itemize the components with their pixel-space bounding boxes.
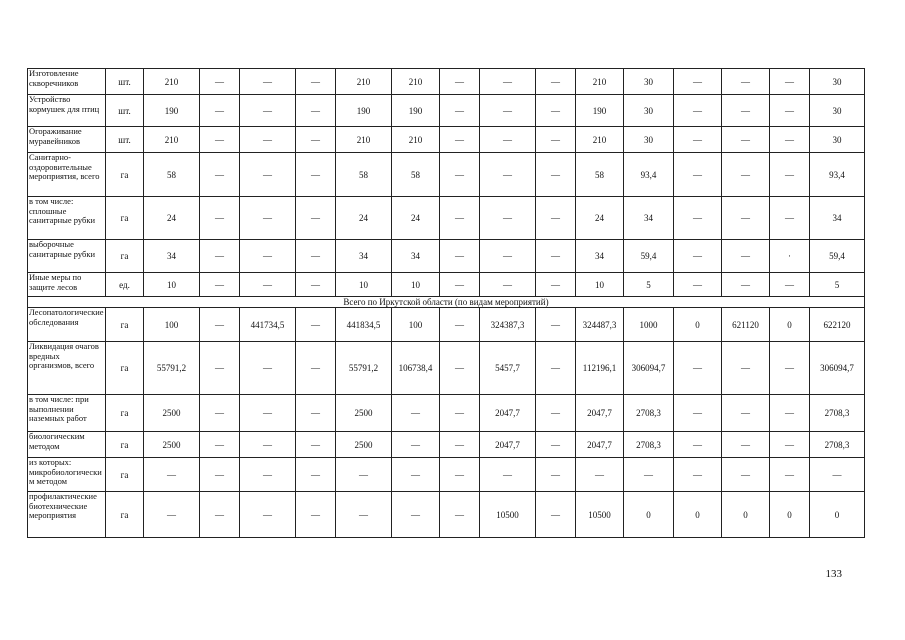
cell-value: 190 [144, 95, 200, 127]
cell-value: — [296, 432, 336, 458]
cell-value: 306094,7 [624, 342, 674, 395]
cell-value: — [144, 492, 200, 538]
row-label: Ликвидация очагов вредных организмов, всего [28, 342, 106, 395]
cell-value: — [770, 153, 810, 197]
cell-value: 59,4 [810, 240, 865, 273]
cell-value: 10500 [576, 492, 624, 538]
cell-value: 2708,3 [624, 432, 674, 458]
cell-value: — [296, 342, 336, 395]
cell-value: — [536, 69, 576, 95]
cell-value: 5 [624, 273, 674, 297]
cell-value: — [576, 458, 624, 492]
cell-value: — [722, 342, 770, 395]
cell-value: — [240, 492, 296, 538]
table-row [28, 127, 865, 153]
table-section [28, 297, 865, 308]
table-row [28, 492, 865, 538]
cell-value: 210 [144, 127, 200, 153]
table-row [28, 432, 865, 458]
cell-value: — [440, 273, 480, 297]
cell-value: 10 [576, 273, 624, 297]
cell-value: — [440, 492, 480, 538]
cell-value: — [296, 492, 336, 538]
cell-value: — [296, 308, 336, 342]
cell-value: 210 [336, 127, 392, 153]
cell-value: 58 [392, 153, 440, 197]
cell-value: 2047,7 [576, 395, 624, 432]
cell-value: 34 [810, 197, 865, 240]
cell-value: — [674, 395, 722, 432]
cell-value: — [674, 458, 722, 492]
cell-value: 55791,2 [336, 342, 392, 395]
cell-value: 34 [336, 240, 392, 273]
cell-value: 10 [336, 273, 392, 297]
cell-value: — [240, 395, 296, 432]
cell-value: — [536, 308, 576, 342]
cell-value: 210 [144, 69, 200, 95]
cell-value: — [200, 69, 240, 95]
cell-value: 5457,7 [480, 342, 536, 395]
row-label: в том числе: сплошные санитарные рубки [28, 197, 106, 240]
cell-value: — [392, 492, 440, 538]
cell-value: — [722, 432, 770, 458]
table-body-lower [28, 308, 865, 538]
cell-value: — [296, 395, 336, 432]
cell-value: 10 [144, 273, 200, 297]
cell-value: — [240, 153, 296, 197]
cell-value: — [674, 432, 722, 458]
cell-value: 210 [392, 127, 440, 153]
cell-value: 621120 [722, 308, 770, 342]
cell-value: 2047,7 [576, 432, 624, 458]
cell-value: — [480, 69, 536, 95]
cell-value: — [722, 197, 770, 240]
cell-value: — [440, 153, 480, 197]
cell-value: 2500 [336, 395, 392, 432]
cell-value: 441834,5 [336, 308, 392, 342]
cell-value: — [296, 69, 336, 95]
cell-value: — [536, 95, 576, 127]
cell-value: — [200, 95, 240, 127]
table-row [28, 458, 865, 492]
cell-value: — [536, 197, 576, 240]
row-unit: га [106, 197, 144, 240]
cell-value: — [240, 273, 296, 297]
cell-value: 210 [576, 69, 624, 95]
cell-value: — [770, 342, 810, 395]
cell-value: 58 [576, 153, 624, 197]
cell-value: — [674, 69, 722, 95]
cell-value: — [296, 95, 336, 127]
cell-value: — [674, 95, 722, 127]
row-unit: га [106, 492, 144, 538]
cell-value: 0 [810, 492, 865, 538]
cell-value: — [240, 240, 296, 273]
table-row [28, 95, 865, 127]
cell-value: 10 [392, 273, 440, 297]
cell-value: — [240, 95, 296, 127]
cell-value: — [480, 127, 536, 153]
cell-value: — [440, 395, 480, 432]
cell-value: 93,4 [810, 153, 865, 197]
section-header-row [28, 297, 865, 308]
cell-value: 24 [144, 197, 200, 240]
cell-value: — [200, 492, 240, 538]
cell-value: — [770, 458, 810, 492]
cell-value: — [674, 240, 722, 273]
row-unit: га [106, 458, 144, 492]
cell-value: — [240, 197, 296, 240]
cell-value: 34 [392, 240, 440, 273]
cell-value: 1000 [624, 308, 674, 342]
cell-value: — [770, 95, 810, 127]
cell-value: 24 [336, 197, 392, 240]
cell-value: — [536, 492, 576, 538]
cell-value: — [336, 492, 392, 538]
cell-value: — [296, 153, 336, 197]
table-row [28, 308, 865, 342]
cell-value: 622120 [810, 308, 865, 342]
table-row [28, 197, 865, 240]
cell-value: — [536, 458, 576, 492]
row-label: Иные меры по защите лесов [28, 273, 106, 297]
cell-value: — [392, 458, 440, 492]
cell-value: — [480, 458, 536, 492]
cell-value: — [336, 458, 392, 492]
row-label: Устройство кормушек для птиц [28, 95, 106, 127]
cell-value: 24 [576, 197, 624, 240]
cell-value: — [770, 273, 810, 297]
row-label: из которых: микробиологическим методом [28, 458, 106, 492]
cell-value: 0 [722, 492, 770, 538]
table-row [28, 342, 865, 395]
cell-value: — [770, 127, 810, 153]
table-row [28, 395, 865, 432]
cell-value: 34 [576, 240, 624, 273]
cell-value: — [536, 153, 576, 197]
table-row [28, 273, 865, 297]
cell-value: — [240, 458, 296, 492]
cell-value: — [480, 95, 536, 127]
cell-value: — [674, 153, 722, 197]
cell-value: — [440, 95, 480, 127]
cell-value: — [296, 458, 336, 492]
row-unit: шт. [106, 127, 144, 153]
page-number: 133 [825, 568, 842, 580]
cell-value: 0 [770, 308, 810, 342]
cell-value: — [200, 127, 240, 153]
cell-value: 30 [624, 127, 674, 153]
cell-value: — [296, 240, 336, 273]
row-unit: га [106, 342, 144, 395]
cell-value: — [200, 240, 240, 273]
cell-value: 2500 [144, 395, 200, 432]
cell-value: 100 [144, 308, 200, 342]
cell-value: — [144, 458, 200, 492]
cell-value: — [536, 273, 576, 297]
table-row [28, 240, 865, 273]
row-unit: га [106, 395, 144, 432]
cell-value: 55791,2 [144, 342, 200, 395]
cell-value: — [480, 197, 536, 240]
cell-value: — [480, 240, 536, 273]
cell-value: — [722, 127, 770, 153]
cell-value: 306094,7 [810, 342, 865, 395]
cell-value: — [674, 342, 722, 395]
cell-value: 2047,7 [480, 395, 536, 432]
cell-value: 58 [336, 153, 392, 197]
cell-value: — [440, 69, 480, 95]
cell-value: 30 [810, 69, 865, 95]
cell-value: 34 [144, 240, 200, 273]
row-label: Изготовление скворечников [28, 69, 106, 95]
cell-value: — [200, 308, 240, 342]
cell-value: 441734,5 [240, 308, 296, 342]
row-label: Санитарно-оздоровительные мероприятия, всего [28, 153, 106, 197]
cell-value: 58 [144, 153, 200, 197]
cell-value: — [200, 395, 240, 432]
cell-value: — [480, 273, 536, 297]
cell-value: — [722, 153, 770, 197]
cell-value: — [200, 273, 240, 297]
cell-value: — [722, 395, 770, 432]
row-label: Огораживание муравейников [28, 127, 106, 153]
cell-value: — [392, 395, 440, 432]
cell-value: — [674, 127, 722, 153]
row-unit: га [106, 153, 144, 197]
table-row [28, 153, 865, 197]
cell-value: — [722, 95, 770, 127]
row-label: в том числе: при выполнении наземных работ [28, 395, 106, 432]
cell-value: — [536, 240, 576, 273]
cell-value: — [536, 395, 576, 432]
cell-value: 190 [392, 95, 440, 127]
cell-value: — [722, 458, 770, 492]
cell-value: — [296, 197, 336, 240]
cell-value: — [722, 240, 770, 273]
row-label: выборочные санитарные рубки [28, 240, 106, 273]
cell-value: 93,4 [624, 153, 674, 197]
activities-table [27, 68, 865, 538]
cell-value: — [722, 69, 770, 95]
cell-value: 2500 [144, 432, 200, 458]
cell-value: · [770, 240, 810, 273]
cell-value: 112196,1 [576, 342, 624, 395]
cell-value: 190 [576, 95, 624, 127]
cell-value: 2708,3 [624, 395, 674, 432]
cell-value: — [240, 432, 296, 458]
cell-value: — [296, 127, 336, 153]
cell-value: — [240, 69, 296, 95]
cell-value: 30 [810, 127, 865, 153]
cell-value: — [440, 458, 480, 492]
section-title: Всего по Иркутской области (по видам мероприятий) [28, 297, 865, 308]
cell-value: 2047,7 [480, 432, 536, 458]
cell-value: — [674, 273, 722, 297]
cell-value: — [440, 432, 480, 458]
table-body-upper [28, 69, 865, 297]
cell-value: — [392, 432, 440, 458]
row-unit: шт. [106, 95, 144, 127]
cell-value: — [200, 432, 240, 458]
cell-value: — [200, 197, 240, 240]
cell-value: — [296, 273, 336, 297]
cell-value: — [200, 342, 240, 395]
row-label: Лесопатологические обследования [28, 308, 106, 342]
cell-value: 10500 [480, 492, 536, 538]
cell-value: 0 [674, 492, 722, 538]
cell-value: — [536, 127, 576, 153]
cell-value: 0 [674, 308, 722, 342]
cell-value: — [440, 127, 480, 153]
row-unit: ед. [106, 273, 144, 297]
row-unit: шт. [106, 69, 144, 95]
cell-value: 30 [624, 95, 674, 127]
table-row [28, 69, 865, 95]
cell-value: 0 [770, 492, 810, 538]
cell-value: 30 [810, 95, 865, 127]
cell-value: — [440, 308, 480, 342]
cell-value: 5 [810, 273, 865, 297]
cell-value: 2708,3 [810, 432, 865, 458]
row-unit: га [106, 308, 144, 342]
cell-value: — [770, 69, 810, 95]
cell-value: 59,4 [624, 240, 674, 273]
cell-value: — [536, 342, 576, 395]
cell-value: 324387,3 [480, 308, 536, 342]
cell-value: — [440, 240, 480, 273]
row-unit: га [106, 240, 144, 273]
cell-value: — [200, 458, 240, 492]
cell-value: 324487,3 [576, 308, 624, 342]
cell-value: 24 [392, 197, 440, 240]
cell-value: — [240, 342, 296, 395]
cell-value: 2708,3 [810, 395, 865, 432]
cell-value: 100 [392, 308, 440, 342]
cell-value: 210 [576, 127, 624, 153]
row-label: биологическим методом [28, 432, 106, 458]
cell-value: 34 [624, 197, 674, 240]
cell-value: 30 [624, 69, 674, 95]
cell-value: 190 [336, 95, 392, 127]
cell-value: 2500 [336, 432, 392, 458]
cell-value: — [624, 458, 674, 492]
cell-value: 106738,4 [392, 342, 440, 395]
cell-value: — [770, 395, 810, 432]
cell-value: 0 [624, 492, 674, 538]
cell-value: — [770, 432, 810, 458]
cell-value: — [440, 197, 480, 240]
cell-value: — [200, 153, 240, 197]
cell-value: — [722, 273, 770, 297]
cell-value: — [240, 127, 296, 153]
cell-value: — [536, 432, 576, 458]
row-unit: га [106, 432, 144, 458]
cell-value: — [480, 153, 536, 197]
cell-value: — [674, 197, 722, 240]
cell-value: — [440, 342, 480, 395]
cell-value: — [810, 458, 865, 492]
row-label: профилактические биотехнические мероприятия [28, 492, 106, 538]
cell-value: 210 [336, 69, 392, 95]
cell-value: 210 [392, 69, 440, 95]
cell-value: — [770, 197, 810, 240]
